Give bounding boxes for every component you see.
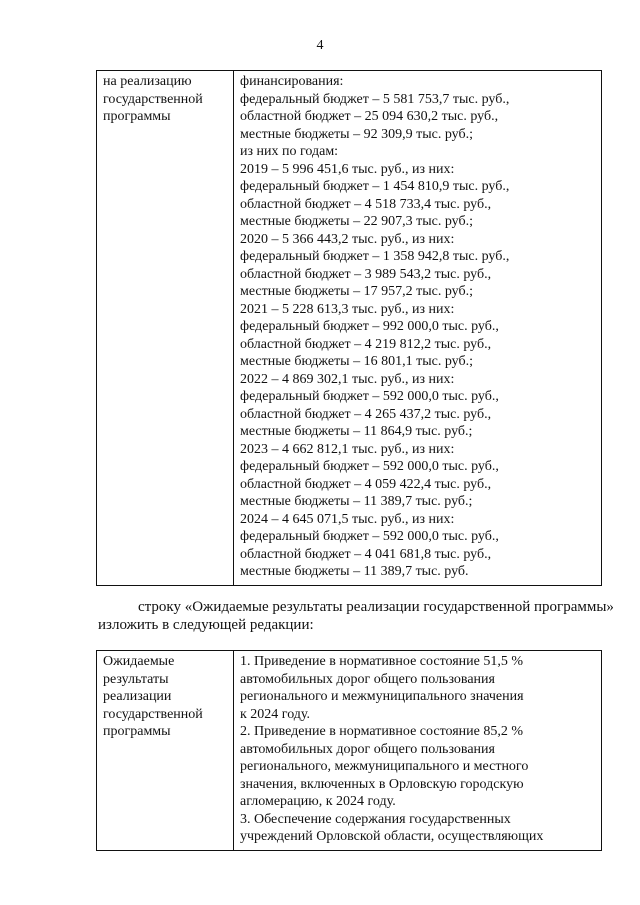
row-value-cell xyxy=(234,71,602,586)
value-line: областной бюджет – 25 094 630,2 тыс. руб., xyxy=(240,109,499,124)
value-line: областной бюджет – 3 989 543,2 тыс. руб., xyxy=(240,266,492,282)
value-line: местные бюджеты – 17 957,2 тыс. руб.; xyxy=(240,284,473,299)
value-line: учреждений Орловской области, осуществляющих xyxy=(240,829,544,844)
value-line: 2. Приведение в нормативное состояние 85,2 % xyxy=(240,724,524,739)
value-line: федеральный бюджет – 1 358 942,8 тыс. руб., xyxy=(240,249,510,264)
label-line: программы xyxy=(103,109,171,124)
value-line: федеральный бюджет – 592 000,0 тыс. руб., xyxy=(240,529,499,544)
value-line: финансирования: xyxy=(240,74,344,89)
value-line: автомобильных дорог общего пользования xyxy=(240,741,495,757)
value-line: областной бюджет – 4 059 422,4 тыс. руб., xyxy=(240,476,492,492)
value-line: регионального и межмуниципального значения xyxy=(240,689,524,704)
label-line: Ожидаемые xyxy=(103,654,175,669)
table-row xyxy=(97,71,602,586)
value-line: местные бюджеты – 16 801,1 тыс. руб.; xyxy=(240,354,473,369)
value-line: местные бюджеты – 11 864,9 тыс. руб.; xyxy=(240,424,473,439)
row-label-cell xyxy=(97,71,234,586)
expected-results-table xyxy=(96,650,602,851)
value-line: 3. Обеспечение содержания государственных xyxy=(240,811,511,827)
table-row xyxy=(97,651,602,851)
value-line: областной бюджет – 4 265 437,2 тыс. руб., xyxy=(240,406,492,422)
value-line: местные бюджеты – 22 907,3 тыс. руб.; xyxy=(240,214,473,229)
row-label-cell xyxy=(97,651,234,851)
value-line: 2024 – 4 645 071,5 тыс. руб., из них: xyxy=(240,511,455,527)
financing-table xyxy=(96,70,602,586)
value-line: федеральный бюджет – 5 581 753,7 тыс. руб., xyxy=(240,91,510,107)
value-line: местные бюджеты – 92 309,9 тыс. руб.; xyxy=(240,126,473,142)
value-line: местные бюджеты – 11 389,7 тыс. руб. xyxy=(240,564,469,579)
amendment-paragraph-line: строку «Ожидаемые результаты реализации государственной программы» xyxy=(138,599,614,615)
label-line: государственной xyxy=(103,706,203,722)
value-line: 2021 – 5 228 613,3 тыс. руб., из них: xyxy=(240,301,455,317)
value-line: 2019 – 5 996 451,6 тыс. руб., из них: xyxy=(240,161,455,177)
value-line: 2022 – 4 869 302,1 тыс. руб., из них: xyxy=(240,371,455,387)
value-line: федеральный бюджет – 592 000,0 тыс. руб., xyxy=(240,389,499,404)
label-line: на реализацию xyxy=(103,74,192,89)
row-value-cell xyxy=(234,651,602,851)
value-line: местные бюджеты – 11 389,7 тыс. руб.; xyxy=(240,494,473,509)
amendment-paragraph-line: изложить в следующей редакции: xyxy=(98,617,314,633)
label-line: программы xyxy=(103,724,171,739)
page-number: 4 xyxy=(316,38,324,53)
value-line: федеральный бюджет – 992 000,0 тыс. руб., xyxy=(240,319,499,334)
label-line: результаты xyxy=(103,671,169,687)
value-line: 1. Приведение в нормативное состояние 51,5 % xyxy=(240,654,524,669)
value-line: агломерацию, к 2024 году. xyxy=(240,794,396,809)
value-line: из них по годам: xyxy=(240,144,339,159)
label-line: реализации xyxy=(103,689,172,704)
value-line: 2023 – 4 662 812,1 тыс. руб., из них: xyxy=(240,441,455,457)
value-line: областной бюджет – 4 041 681,8 тыс. руб., xyxy=(240,546,492,562)
label-line: государственной xyxy=(103,91,203,107)
value-line: к 2024 году. xyxy=(240,706,311,722)
value-line: значения, включенных в Орловскую городскую xyxy=(240,776,524,792)
value-line: регионального, межмуниципального и местного xyxy=(240,759,529,774)
value-line: областной бюджет – 4 219 812,2 тыс. руб., xyxy=(240,336,492,352)
value-line: автомобильных дорог общего пользования xyxy=(240,671,495,687)
value-line: 2020 – 5 366 443,2 тыс. руб., из них: xyxy=(240,231,455,247)
value-line: федеральный бюджет – 1 454 810,9 тыс. руб., xyxy=(240,179,510,194)
value-line: областной бюджет – 4 518 733,4 тыс. руб., xyxy=(240,196,492,212)
value-line: федеральный бюджет – 592 000,0 тыс. руб., xyxy=(240,459,499,474)
